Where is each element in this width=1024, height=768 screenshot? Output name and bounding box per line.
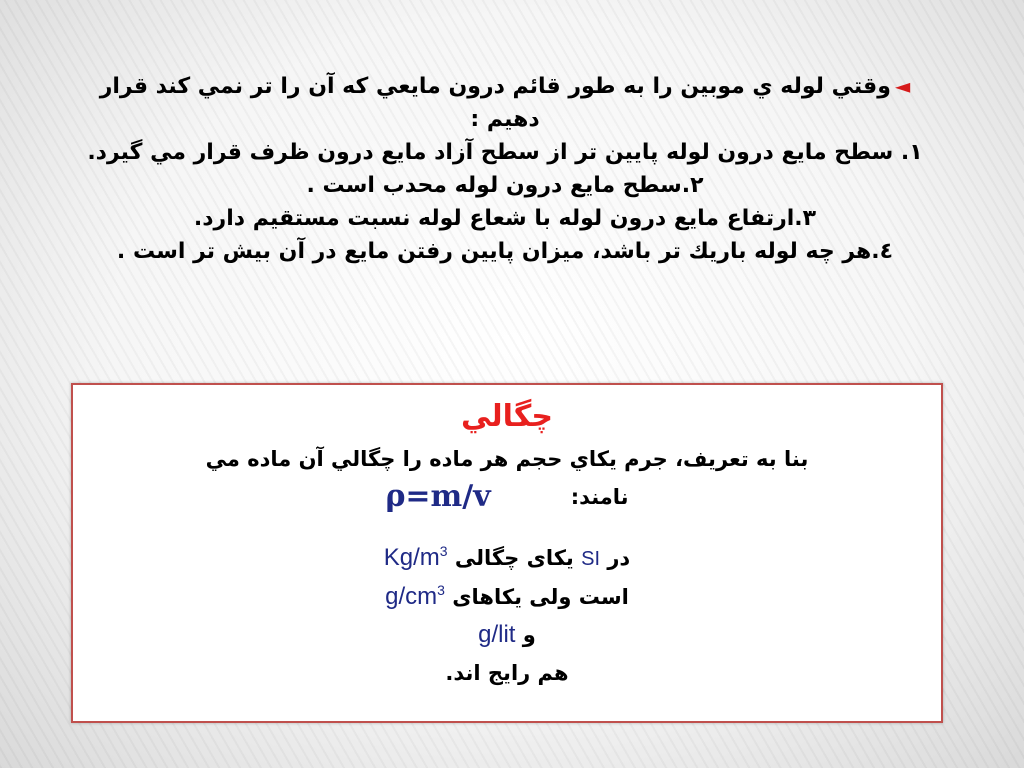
definition-line-1: بنا به تعريف، جرم يكاي حجم هر ماده را چگالي آن ماده مي xyxy=(205,447,809,471)
unit-g-cm-base: g/cm xyxy=(385,583,438,610)
density-formula: ρ=m/v xyxy=(385,479,491,514)
unit-kg-m-exp: 3 xyxy=(439,543,448,559)
intro-line-text: وقتي لوله ي موبين را به طور قائم درون مايعي كه آن را تر نمي كند قرار دهيم : xyxy=(99,74,891,132)
units-and: و xyxy=(522,623,536,647)
list-item-4: ٤.هر چه لوله باريك تر باشد، ميزان پايين رفتن مايع در آن بيش تر است . xyxy=(116,239,894,264)
units-line-4: هم رایج اند. xyxy=(445,661,569,685)
units-line-1 xyxy=(73,539,941,578)
units-line-2 xyxy=(73,578,941,616)
unit-kg-m-base: Kg/m xyxy=(383,544,440,571)
density-box xyxy=(71,383,943,723)
intro-text-block xyxy=(70,70,940,268)
definition-end-text: نامند: xyxy=(570,485,629,509)
list-item-3: ٣.ارتفاع مايع درون لوله با شعاع لوله نسبت مستقيم دارد. xyxy=(193,206,817,231)
red-left-triangle-icon: ◄ xyxy=(894,74,911,98)
definition-line-2 xyxy=(73,481,941,513)
unit-g-cm3 xyxy=(385,578,445,616)
list-item-2: ٢.سطح مايع درون لوله محدب است . xyxy=(306,173,704,198)
units-text xyxy=(73,539,941,692)
density-title: چگالي xyxy=(461,399,553,434)
unit-g-cm-exp: 3 xyxy=(437,582,445,598)
unit-kg-m3 xyxy=(384,539,448,577)
units-line-3 xyxy=(73,616,941,654)
si-label: SI xyxy=(581,548,601,570)
units-line2-text: است ولی یکاهای xyxy=(452,585,629,609)
unit-g-lit: g/lit xyxy=(478,621,516,648)
list-item-1: ١. سطح مايع درون لوله پايين تر از سطح آزاد مايع درون ظرف قرار مي گيرد. xyxy=(87,140,923,165)
units-line1-text: یکای چگالی xyxy=(454,546,574,570)
units-prefix: در xyxy=(607,546,631,570)
intro-line xyxy=(70,70,940,136)
